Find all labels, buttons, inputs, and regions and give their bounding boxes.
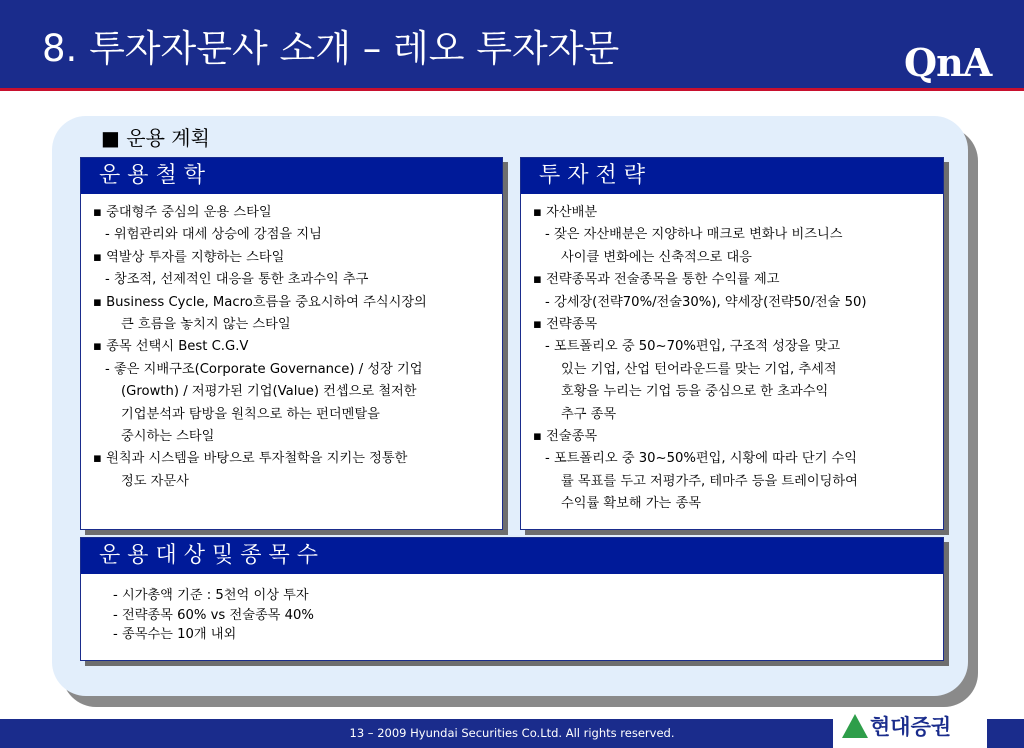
philosophy-box: [80, 157, 503, 530]
list-item: - 전략종목 60% vs 전술종목 40%: [113, 607, 314, 623]
list-item: - 종목수는 10개 내외: [113, 627, 237, 642]
list-item: - 창조적, 선제적인 대응을 통한 초과수익 추구: [105, 272, 369, 288]
list-item: - 잦은 자산배분은 지양하나 매크로 변화나 비즈니스: [545, 227, 843, 243]
list-item: ▪ 전략종목: [533, 317, 598, 333]
list-item: ▪ 전략종목과 전술종목을 통한 수익률 제고: [533, 272, 780, 288]
targets-box: [80, 537, 944, 661]
list-item: 기업분석과 탐방을 원칙으로 하는 펀더멘탈을: [121, 406, 380, 422]
strategy-list: [533, 202, 935, 516]
section-title: ■ 운용 계획: [101, 126, 210, 150]
list-item: ▪ 자산배분: [533, 205, 598, 220]
targets-heading: 운 용 대 상 및 종 목 수: [81, 538, 943, 574]
list-item: ▪ 종목 선택시 Best C.G.V: [93, 339, 249, 355]
list-item: - 강세장(전략70%/전술30%), 약세장(전략50/전술 50): [545, 294, 867, 310]
list-item: - 시가총액 기준 : 5천억 이상 투자: [113, 588, 309, 603]
list-item: ▪ 중대형주 중심의 운용 스타일: [93, 205, 272, 220]
list-item: 추구 종목: [561, 406, 617, 422]
list-item: 률 목표를 두고 저평가주, 테마주 등을 트레이딩하여: [561, 473, 858, 489]
philosophy-heading: 운 용 철 학: [81, 158, 502, 194]
qna-logo: QnA: [904, 40, 992, 85]
targets-list: [101, 586, 935, 645]
hyundai-triangle-icon: [842, 714, 868, 738]
list-item: 정도 자문사: [121, 473, 189, 489]
philosophy-list: [93, 202, 494, 493]
hyundai-securities-logo: 현대증권: [870, 715, 952, 739]
list-item: ▪ Business Cycle, Macro흐름을 중요시하여 주식시장의: [93, 294, 427, 310]
list-item: ▪ 역발상 투자를 지향하는 스타일: [93, 249, 285, 265]
list-item: ▪ 원칙과 시스템을 바탕으로 투자철학을 지키는 정통한: [93, 451, 408, 467]
list-item: (Growth) / 저평가된 기업(Value) 컨셉으로 철저한: [121, 384, 417, 400]
strategy-heading: 투 자 전 략: [521, 158, 943, 194]
list-item: 호황을 누리는 기업 등을 중심으로 한 초과수익: [561, 384, 829, 400]
list-item: 수익률 확보해 가는 종목: [561, 496, 701, 512]
list-item: - 포트폴리오 중 50~70%편입, 구조적 성장을 맞고: [545, 339, 841, 355]
list-item: 있는 기업, 산업 턴어라운드를 맞는 기업, 추세적: [561, 361, 837, 377]
list-item: - 좋은 지배구조(Corporate Governance) / 성장 기업: [105, 361, 423, 377]
list-item: 중시하는 스타일: [121, 429, 215, 445]
footer-copyright: 13 – 2009 Hyundai Securities Co.Ltd. All rights reserved.: [349, 726, 675, 740]
list-item: 큰 흐름을 놓치지 않는 스타일: [121, 317, 291, 333]
strategy-box: [520, 157, 944, 530]
header-divider: [0, 88, 1024, 91]
list-item: 사이클 변화에는 신축적으로 대응: [561, 249, 752, 265]
list-item: ▪ 전술종목: [533, 429, 598, 445]
list-item: - 포트폴리오 중 30~50%편입, 시황에 따라 단기 수익: [545, 451, 857, 467]
list-item: - 위험관리와 대세 상승에 강점을 지님: [105, 227, 322, 243]
page-title: 8. 투자자문사 소개 – 레오 투자자문: [42, 27, 620, 70]
